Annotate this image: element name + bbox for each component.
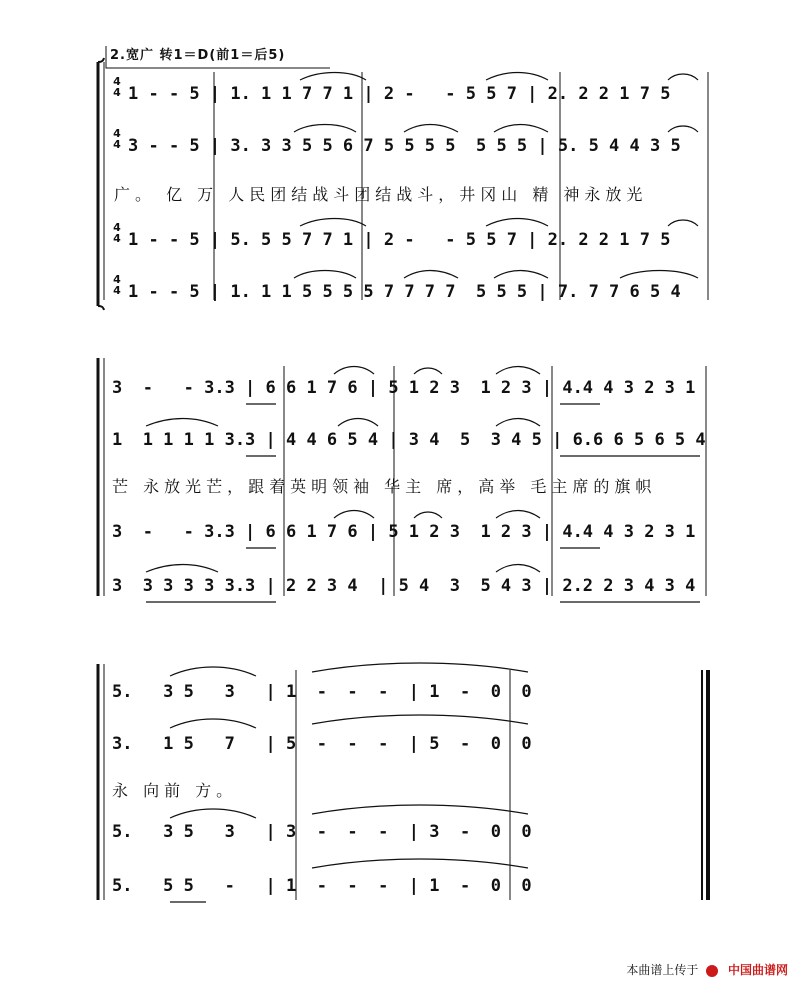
- timesig-bottom: 4: [113, 232, 121, 245]
- timesig-top: 4: [113, 75, 121, 88]
- slur: [312, 805, 528, 814]
- timesig-bottom: 4: [113, 138, 121, 151]
- slur: [414, 368, 442, 374]
- voice-3: 1 - - 5 | 5. 5 5 7 7 1 | 2 - - 5 5 7 | 2. 2 2 1 7 5: [128, 230, 671, 250]
- site-logo-icon: [706, 965, 718, 977]
- voice-4: 5. 5 5 - | 1 - - - | 1 - 0 0: [112, 876, 532, 896]
- lyrics: 广。 亿 万 人民团结战斗团结战斗，井冈山 精 神永放光: [114, 185, 648, 204]
- timesig-bottom: 4: [113, 86, 121, 99]
- timesig-top: 4: [113, 221, 121, 234]
- lyrics: 永 向前 方。: [112, 781, 238, 800]
- slur: [496, 565, 540, 573]
- slur: [668, 220, 698, 226]
- lyrics: 芒 永放光芒，跟着英明领袖 华主 席，高举 毛主席的旗帜: [112, 477, 657, 496]
- slur: [170, 719, 256, 728]
- slur: [300, 73, 366, 81]
- voice-3: 5. 3 5 3 | 3 - - - | 3 - 0 0: [112, 822, 532, 842]
- slur: [338, 419, 378, 427]
- voice-4: 3 3 3 3 3 3.3 | 2 2 3 4 | 5 4 3 5 4 3 | 2.2 2 3 4 3 4: [112, 576, 696, 596]
- bracket-hook: [98, 306, 104, 310]
- slur: [486, 219, 548, 227]
- slur: [404, 271, 458, 279]
- slur: [494, 125, 548, 133]
- voice-2: 1 1 1 1 1 3.3 | 4 4 6 5 4 | 3 4 5 3 4 5 | 6.6 6 5 6 5 4: [112, 430, 706, 450]
- slur: [294, 125, 356, 133]
- slur: [668, 126, 698, 132]
- section-marker: 2.宽广 转1＝D(前1＝后5): [110, 48, 286, 63]
- timesig-top: 4: [113, 273, 121, 286]
- slur: [404, 125, 458, 133]
- voice-1: 5. 3 5 3 | 1 - - - | 1 - 0 0: [112, 682, 532, 702]
- upload-credit: [626, 961, 788, 978]
- voice-2: 3. 1 5 7 | 5 - - - | 5 - 0 0: [112, 734, 532, 754]
- slur: [496, 511, 540, 519]
- voice-4: 1 - - 5 | 1. 1 1 5 5 5 5 7 7 7 7 5 5 5 | 7. 7 7 6 5 4: [128, 282, 681, 302]
- voice-1: 1 - - 5 | 1. 1 1 7 7 1 | 2 - - 5 5 7 | 2. 2 2 1 7 5: [128, 84, 671, 104]
- section-frame: [106, 46, 330, 68]
- slur: [414, 512, 442, 518]
- slur: [312, 663, 528, 672]
- slur: [146, 565, 218, 573]
- credit-text: 本曲谱上传于: [626, 963, 699, 977]
- voice-1: 3 - - 3.3 | 6 6 1 7 6 | 5 1 2 3 1 2 3 | 4.4 4 3 2 3 1: [112, 378, 696, 398]
- timesig-bottom: 4: [113, 284, 121, 297]
- slur: [496, 419, 540, 427]
- slur: [312, 715, 528, 724]
- voice-2: 3 - - 5 | 3. 3 3 5 5 6 7 5 5 5 5 5 5 5 | 5. 5 4 4 3 5: [128, 136, 681, 156]
- slur: [170, 667, 256, 676]
- slur: [486, 73, 548, 81]
- slur: [170, 809, 256, 818]
- slur: [668, 74, 698, 80]
- slur: [496, 367, 540, 375]
- slur: [334, 511, 374, 519]
- timesig-top: 4: [113, 127, 121, 140]
- bracket-hook: [98, 58, 104, 62]
- slur: [620, 271, 698, 279]
- slur: [294, 271, 356, 279]
- voice-3: 3 - - 3.3 | 6 6 1 7 6 | 5 1 2 3 1 2 3 | 4.4 4 3 2 3 1: [112, 522, 696, 542]
- site-name-link[interactable]: 中国曲谱网: [727, 963, 788, 977]
- slur: [146, 419, 218, 427]
- slur: [334, 367, 374, 375]
- slur: [494, 271, 548, 279]
- slur: [312, 859, 528, 868]
- slur: [300, 219, 366, 227]
